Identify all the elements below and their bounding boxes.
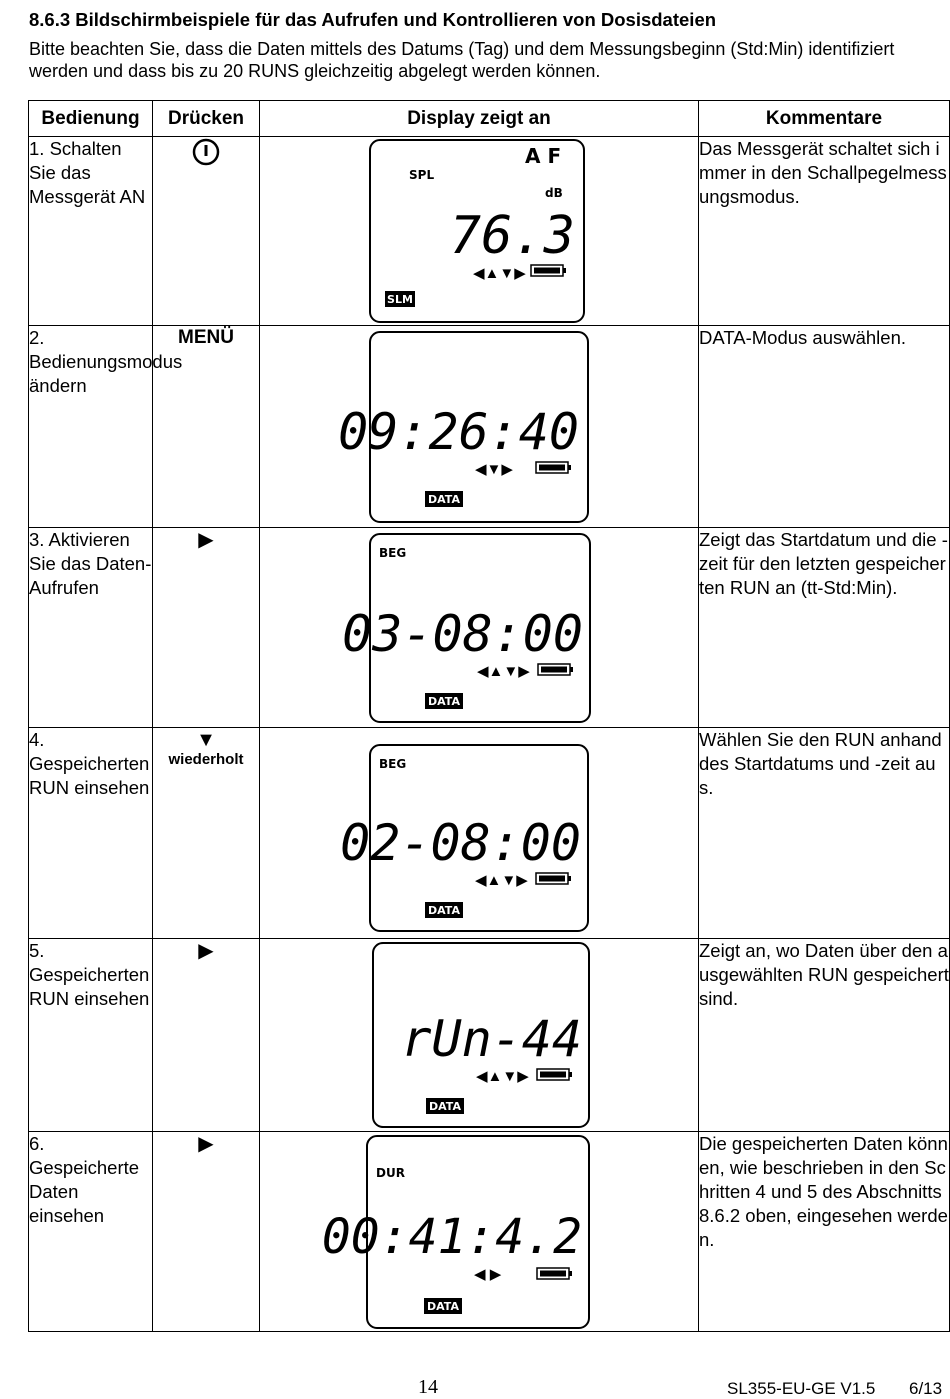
lcd-arrows: ◀ ▶ bbox=[474, 1266, 502, 1283]
lcd-arrows: ◀▲▼▶ bbox=[477, 663, 530, 680]
header-bedienung: Bedienung bbox=[29, 101, 153, 137]
step-text: 1. Schalten Sie das Messgerät AN bbox=[29, 137, 153, 326]
lcd-value: 02-08:00 bbox=[340, 814, 581, 872]
lcd-badge: DATA bbox=[429, 1100, 461, 1113]
table-row bbox=[29, 326, 950, 528]
lcd-display bbox=[369, 139, 585, 323]
menu-button-label: MENÜ bbox=[178, 327, 234, 348]
display-cell bbox=[260, 939, 699, 1132]
header-kommentare: Kommentare bbox=[699, 101, 950, 137]
lcd-display bbox=[321, 1135, 590, 1329]
press-cell bbox=[153, 1132, 260, 1332]
lcd-badge: DATA bbox=[428, 695, 460, 708]
lcd-value: 76.3 bbox=[449, 206, 575, 266]
display-cell bbox=[260, 1132, 699, 1332]
lcd-unit-label: dB bbox=[545, 186, 563, 200]
display-cell bbox=[260, 728, 699, 939]
header-druecken: Drücken bbox=[153, 101, 260, 137]
step-text: 5. Gespeicherten RUN einsehen bbox=[29, 939, 153, 1132]
press-repeat-label: wiederholt bbox=[168, 751, 244, 768]
lcd-weighting-label: A F bbox=[525, 144, 562, 168]
press-cell bbox=[153, 137, 260, 326]
press-cell bbox=[153, 939, 260, 1132]
step-text: 2. Bedienungsmodus ändern bbox=[29, 326, 153, 528]
table-row bbox=[29, 1132, 950, 1332]
table-row bbox=[29, 137, 950, 326]
step-text: 3. Aktivieren Sie das Daten-Aufrufen bbox=[29, 528, 153, 728]
lcd-badge: SLM bbox=[387, 293, 413, 306]
play-triangle-icon: ▶ bbox=[198, 529, 214, 551]
lcd-value: 09:26:40 bbox=[338, 403, 579, 461]
document-id: SL355-EU-GE V1.5 bbox=[727, 1379, 876, 1398]
procedure-table bbox=[28, 100, 950, 1332]
lcd-display bbox=[372, 942, 590, 1128]
comment-text: DATA-Modus auswählen. bbox=[699, 326, 950, 528]
lcd-arrows: ◀▲▼▶ bbox=[473, 265, 526, 282]
lcd-display bbox=[338, 331, 589, 523]
table-row bbox=[29, 528, 950, 728]
press-cell bbox=[153, 528, 260, 728]
lcd-display bbox=[342, 533, 591, 723]
lcd-value: 00:41:4.2 bbox=[321, 1209, 582, 1265]
lcd-badge: DATA bbox=[427, 1300, 459, 1313]
table-row bbox=[29, 728, 950, 939]
lcd-arrows: ◀▲▼▶ bbox=[475, 872, 528, 889]
comment-text: Die gespeicherten Daten können, wie beschrieben in den Schritten 4 und 5 des Abschnitts 8.6.2 oben, eingesehen werden. bbox=[699, 1132, 950, 1332]
comment-text: Das Messgerät schaltet sich immer in den Schallpegelmessungsmodus. bbox=[699, 137, 950, 326]
header-display: Display zeigt an bbox=[260, 101, 699, 137]
lcd-mode-label: SPL bbox=[409, 168, 435, 182]
section-heading: 8.6.3 Bildschirmbeispiele für das Aufrufen und Kontrollieren von Dosisdateien bbox=[29, 9, 717, 30]
lcd-value: rUn-44 bbox=[401, 1010, 582, 1068]
lcd-badge: DATA bbox=[428, 904, 460, 917]
play-triangle-icon: ▶ bbox=[198, 940, 214, 962]
step-text: 4. Gespeicherten RUN einsehen bbox=[29, 728, 153, 939]
lcd-arrows: ◀▼▶ bbox=[475, 461, 513, 478]
table-header-row bbox=[29, 101, 950, 137]
lcd-value: 03-08:00 bbox=[342, 605, 583, 663]
display-cell bbox=[260, 528, 699, 728]
comment-text: Wählen Sie den RUN anhand des Startdatums und -zeit aus. bbox=[699, 728, 950, 939]
power-icon bbox=[191, 137, 221, 167]
display-cell bbox=[260, 326, 699, 528]
lcd-display bbox=[340, 744, 589, 932]
lcd-mode-label: DUR bbox=[376, 1166, 405, 1180]
display-cell bbox=[260, 137, 699, 326]
press-cell bbox=[153, 728, 260, 939]
lcd-badge: DATA bbox=[428, 493, 460, 506]
lcd-mode-label: BEG bbox=[379, 757, 407, 771]
table-row bbox=[29, 939, 950, 1132]
lcd-arrows: ◀▲▼▶ bbox=[476, 1068, 529, 1085]
intro-paragraph: Bitte beachten Sie, dass die Daten mittels des Datums (Tag) und dem Messungsbeginn (Std:Min) identifiziert werden und dass bis zu 20 RUNS gleichzeitig abgelegt werden können. bbox=[29, 39, 895, 81]
play-triangle-icon: ▶ bbox=[198, 1133, 214, 1155]
step-text: 6. Gespeicherte Daten einsehen bbox=[29, 1132, 153, 1332]
page-number: 14 bbox=[418, 1376, 438, 1398]
lcd-mode-label: BEG bbox=[379, 546, 407, 560]
sheet-number: 6/13 bbox=[909, 1379, 943, 1398]
comment-text: Zeigt das Startdatum und die -zeit für den letzten gespeicherten RUN an (tt-Std:Min). bbox=[699, 528, 950, 728]
comment-text: Zeigt an, wo Daten über den ausgewählten RUN gespeichert sind. bbox=[699, 939, 950, 1132]
down-triangle-icon: ▼ bbox=[196, 729, 216, 751]
